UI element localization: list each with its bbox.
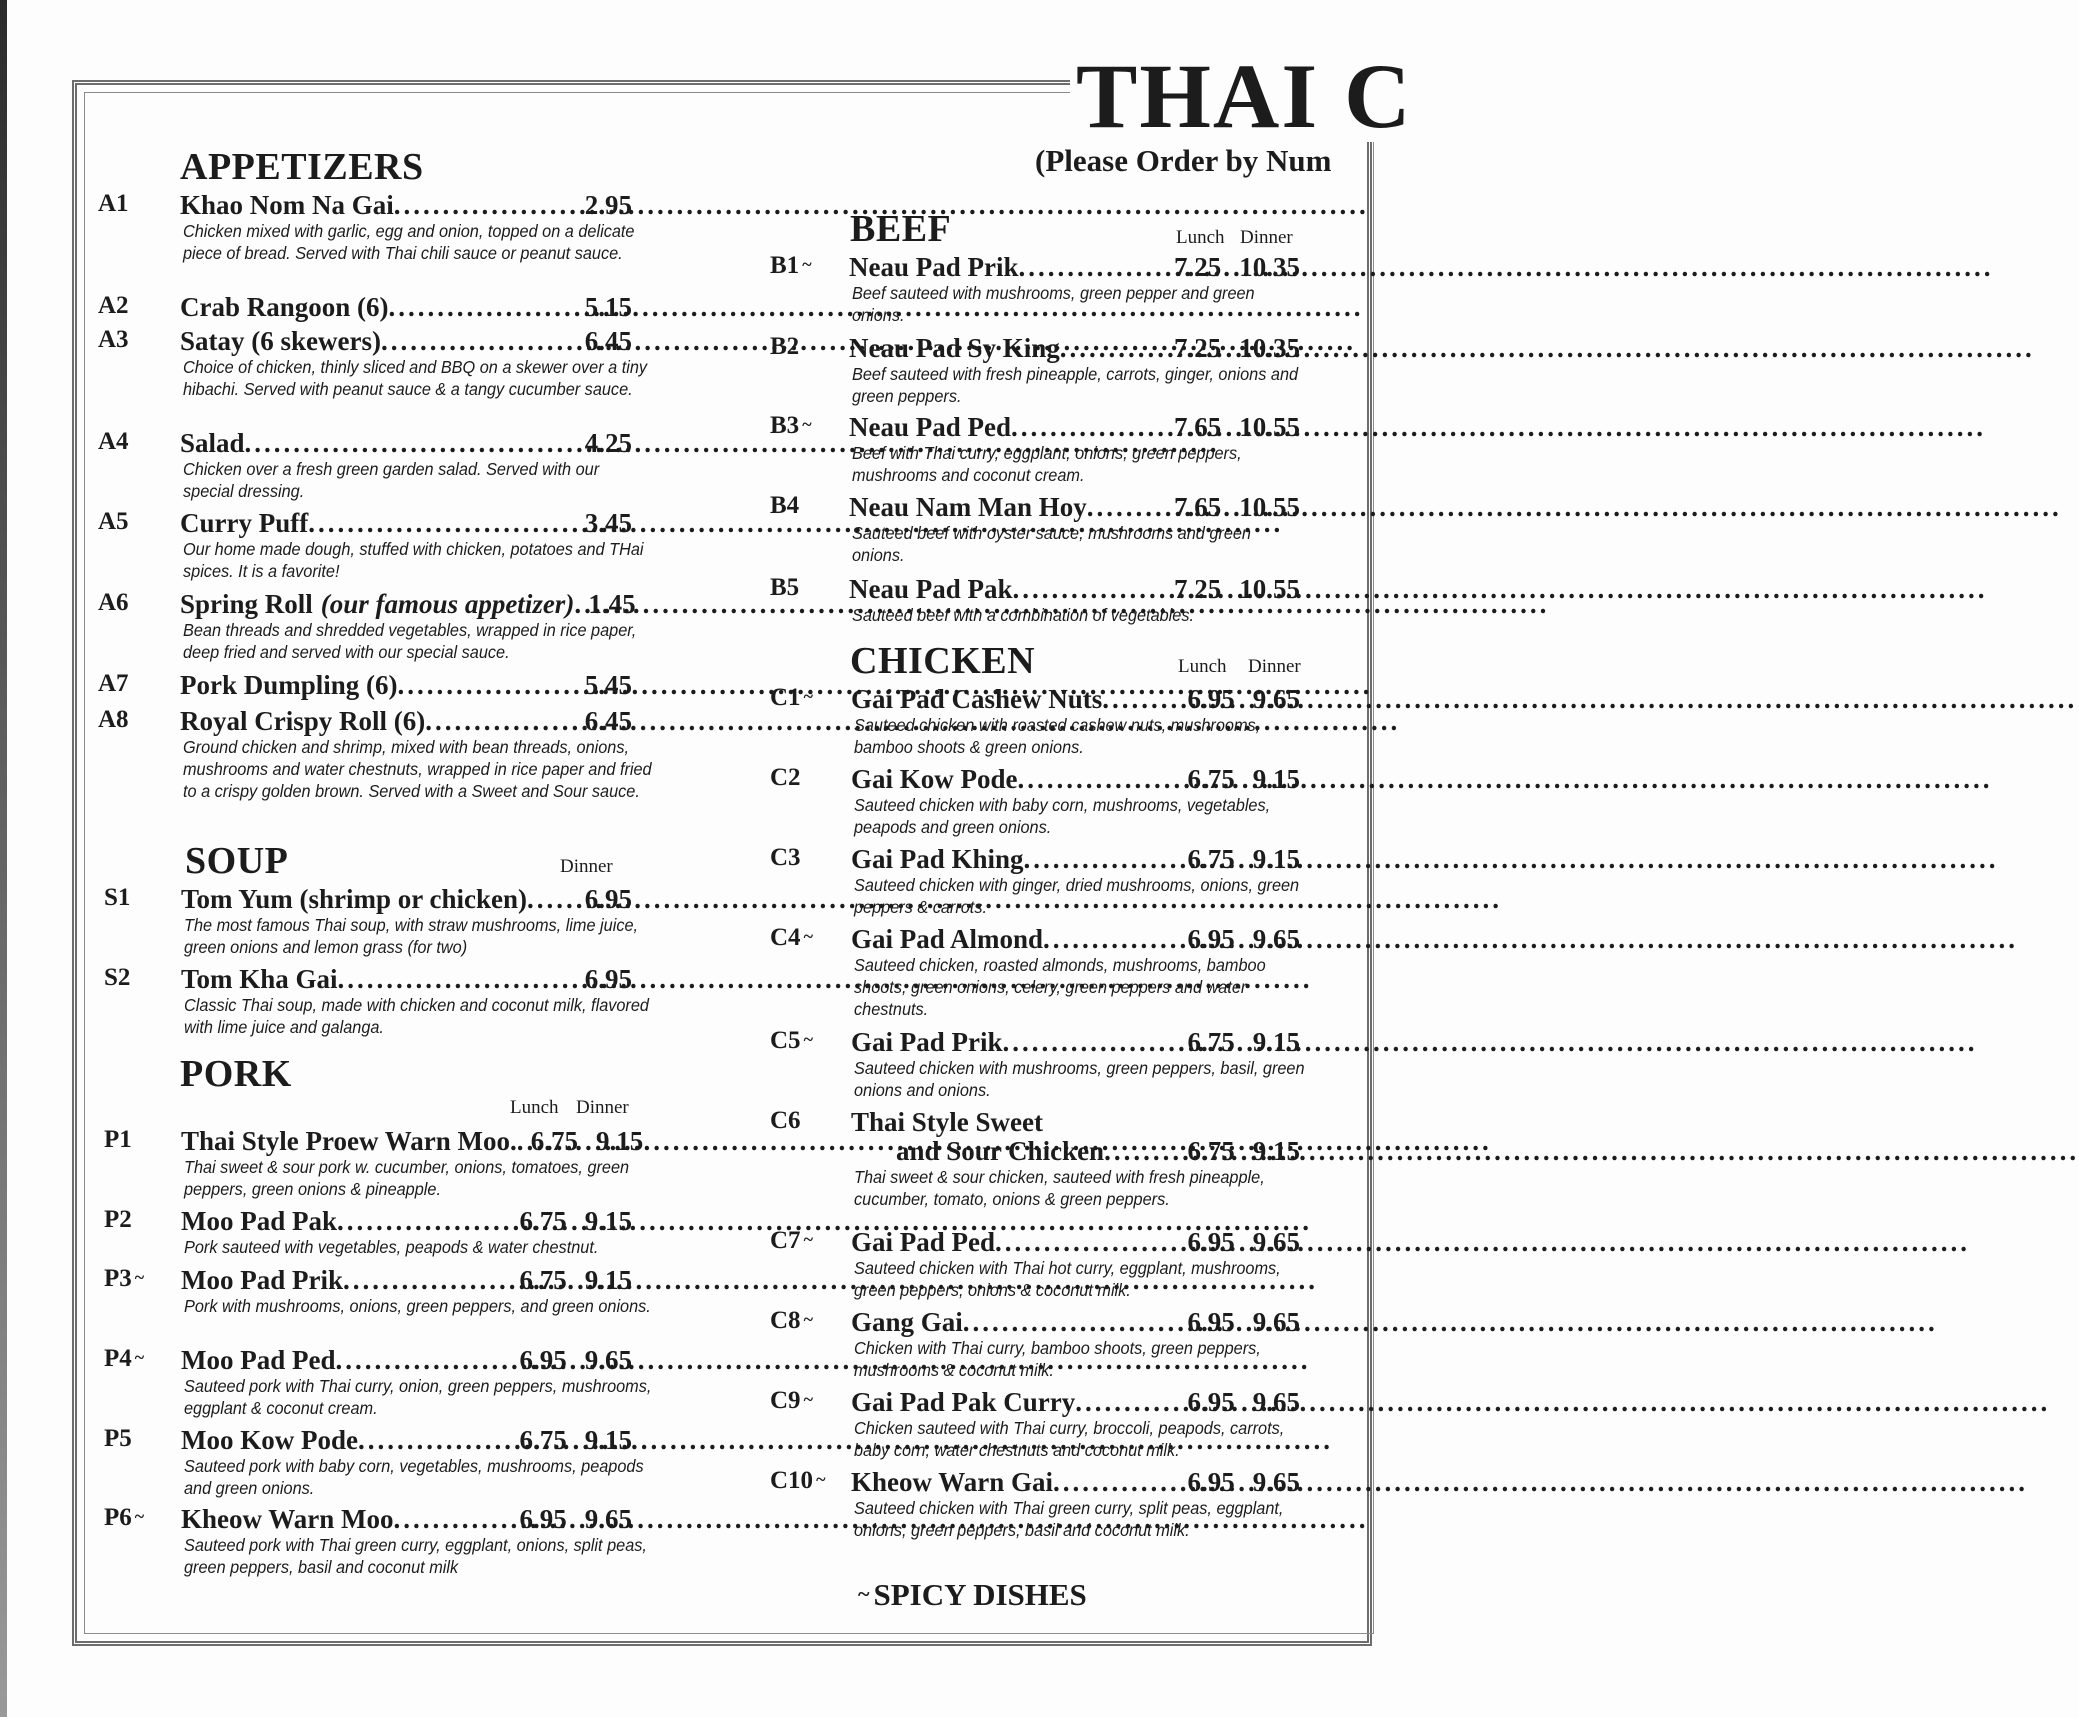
item-line [849,333,1300,364]
section-title-chicken: CHICKEN [850,640,1036,682]
item-number [770,412,812,441]
item-line [181,1345,632,1376]
item-price: 5.45 [584,670,632,700]
item-description: Thai sweet & sour pork w. cucumber, onions, tomatoes, green peppers, green onions & pineapple. [184,1157,630,1199]
leader-dots [336,1345,518,1376]
leader-dots [1075,1387,1185,1418]
item-description: Bean threads and shredded vegetables, wrapped in rice paper, deep fried and served with our special sauce. [183,620,637,662]
dinner-price: 9.65 [584,1345,632,1375]
item-line [180,428,632,459]
item-line [180,706,632,737]
dinner-price: 9.15 [1252,844,1300,874]
item-number-text: A4 [98,428,129,455]
item-name: Gai Kow Pode [851,764,1018,794]
spicy-squiggle-icon: ~ [803,1389,813,1409]
item-number-text: P4 [104,1345,132,1372]
item-number-text: C3 [770,844,801,871]
item-number-text: C9 [770,1387,801,1414]
item-name: Thai Style Sweet [851,1107,1043,1137]
lunch-price: 6.95 [1187,1467,1235,1497]
leader-dots [1018,764,1186,795]
item-description: Sauteed beef with oyster sauce, mushrooms and green onions. [852,523,1251,565]
item-number-text: S2 [104,964,131,991]
item-name: Gai Pad Pak Curry [851,1387,1076,1417]
item-number-text: A1 [98,190,129,217]
item-name: Neau Pad Ped [849,412,1011,442]
leader-dots [1053,1467,1185,1498]
item-name: Neau Nam Man Hoy [849,492,1087,522]
order-note: (Please Order by Num [1035,143,1332,178]
lunch-price: 7.65 [1174,412,1222,442]
item-price: 4.25 [584,428,632,458]
dinner-price: 9.15 [584,1425,632,1455]
leader-dots [394,1504,518,1535]
leader-dots [1087,492,1172,523]
spicy-squiggle-icon: ~ [802,414,812,434]
lunch-price: 6.75 [530,1126,578,1156]
lunch-price: 6.75 [519,1206,567,1236]
item-price: 3.45 [584,508,632,538]
item-number [770,1107,801,1136]
item-description: Sauteed chicken with mushrooms, green peppers, basil, green onions and onions. [854,1058,1305,1100]
spicy-squiggle-icon: ~ [134,1506,145,1526]
item-description: Our home made dough, stuffed with chicken, potatoes and THai spices. It is a favorite! [183,539,644,581]
item-number-text: B2 [770,333,800,360]
item-number-text: C1 [770,684,801,711]
item-line [180,670,632,701]
item-number [770,844,801,873]
item-number-text: P3 [104,1265,132,1292]
item-line [181,884,632,915]
spicy-squiggle-icon: ~ [816,1469,826,1489]
item-line [851,1227,1300,1258]
item-number-text: C7 [770,1227,801,1254]
item-price: 6.95 [584,964,632,994]
item-name: Crab Rangoon (6) [180,292,389,322]
item-number-text: B4 [770,492,800,519]
item-price: 6.95 [584,884,632,914]
item-number [770,574,799,603]
item-number [98,326,129,355]
item-name: Thai Style Proew Warn Moo. [181,1126,517,1156]
leader-dots [1024,844,1186,875]
item-line [851,844,1300,875]
leader-dots [394,190,583,221]
item-number [104,1206,132,1235]
lunch-price: 6.75 [519,1425,567,1455]
leader-dots [574,589,586,620]
item-name: Gang Gai [851,1307,963,1337]
leader-dots [517,1126,529,1157]
item-name: Moo Kow Pode [181,1425,358,1455]
item-number [104,1265,144,1294]
restaurant-title: THAI C [1070,50,1419,142]
item-name: Gai Pad Khing [851,844,1024,874]
item-name: Satay (6 skewers) [180,326,381,356]
column-label-dinner: Dinner [576,1097,629,1118]
item-description: Chicken mixed with garlic, egg and onion, topped on a delicate piece of bread. Served with Thai chili sauce or peanut sauce. [183,221,635,263]
item-name: Pork Dumpling (6) [180,670,398,700]
item-name: Tom Kha Gai [181,964,338,994]
item-number [104,964,130,993]
item-number-text: S1 [104,884,131,911]
item-line [896,1136,1300,1167]
item-description: Sauteed beef with a combination of vegetables. [852,605,1195,625]
item-name: Kheow Warn Gai [851,1467,1054,1497]
item-line [851,764,1300,795]
dinner-price: 10.35 [1239,252,1300,282]
dinner-price: 9.15 [596,1126,644,1156]
item-number [770,764,801,793]
item-description: Sauteed chicken with ginger, dried mushrooms, onions, green peppers & carrots. [854,875,1300,917]
item-number-text: B1 [770,252,800,279]
leader-dots [1043,924,1185,955]
item-line [851,1467,1300,1498]
leader-dots [358,1425,518,1456]
leader-dots [963,1307,1186,1338]
item-line [851,684,1300,715]
lunch-price: 7.25 [1174,333,1222,363]
item-line [180,292,632,323]
item-line [851,1387,1300,1418]
item-line [849,492,1300,523]
item-name: Gai Pad Almond [851,924,1044,954]
lunch-price: 6.95 [1187,924,1235,954]
lunch-price: 6.95 [1187,1307,1235,1337]
item-line [849,412,1300,443]
item-description: Pork with mushrooms, onions, green peppers, and green onions. [184,1296,651,1316]
item-number-text: A6 [98,589,129,616]
item-number [104,884,130,913]
item-number-text: P6 [104,1504,132,1531]
item-line [181,964,632,995]
item-line [181,1126,644,1157]
item-number-text: A3 [98,326,129,353]
lunch-price: 6.95 [1187,1227,1235,1257]
item-price: 5.15 [584,292,632,322]
lunch-price: 6.75 [1187,764,1235,794]
item-number-text: A7 [98,670,129,697]
item-number [770,684,813,713]
spicy-squiggle-icon: ~ [802,254,812,274]
item-name: Gai Pad Cashew Nuts [851,684,1103,714]
item-number [104,1425,132,1454]
item-description: Sauteed chicken with baby corn, mushrooms, vegetables, peapods and green onions. [854,795,1271,837]
item-number-text: P5 [104,1425,132,1452]
item-number [98,706,129,735]
spicy-squiggle-icon: ~ [803,686,813,706]
leader-dots [1019,252,1172,283]
item-number-text: A2 [98,292,129,319]
column-label-dinner: Dinner [560,856,613,877]
item-name: Neau Pad Prik [849,252,1019,282]
item-description: Sauteed pork with baby corn, vegetables, mushrooms, peapods and green onions. [184,1456,644,1498]
item-description: Sauteed chicken with Thai hot curry, eggplant, mushrooms, green peppers, onions & coconut milk. [854,1258,1281,1300]
leader-dots [1011,412,1172,443]
leader-dots [425,706,583,737]
item-number [770,1227,813,1256]
lunch-price: 6.95 [1187,1387,1235,1417]
spicy-squiggle-icon: ~ [803,1309,813,1329]
item-line [851,924,1300,955]
dinner-price: 9.15 [1252,764,1300,794]
leader-dots [995,1227,1185,1258]
item-line [181,1425,632,1456]
item-description: The most famous Thai soup, with straw mushrooms, lime juice, green onions and lemon grass (for two) [184,915,639,957]
item-description: Choice of chicken, thinly sliced and BBQ on a skewer over a tiny hibachi. Served with peanut sauce & a tangy cucumber sauce. [183,357,648,399]
item-name-note: (our famous appetizer) [320,589,575,619]
item-number [104,1126,132,1155]
item-name: Moo Pad Prik [181,1265,343,1295]
leader-dots [1003,1027,1186,1058]
item-number [104,1504,144,1533]
item-description: Sauteed chicken with roasted cashew nuts, mushrooms, bamboo shoots & green onions. [854,715,1261,757]
spicy-squiggle-icon: ~ [803,1029,813,1049]
item-name: Spring Roll [180,589,313,619]
leader-dots [343,1265,518,1296]
item-number-text: A5 [98,508,129,535]
item-description: Thai sweet & sour chicken, sauteed with fresh pineapple, cucumber, tomato, onions & green peppers. [854,1167,1265,1209]
column-label-dinner: Dinner [1248,656,1301,677]
spicy-legend [858,1577,1087,1613]
item-line [180,589,636,620]
item-name: Moo Pad Ped [181,1345,336,1375]
item-description: Chicken over a fresh green garden salad. Served with our special dressing. [183,459,600,501]
spicy-squiggle-icon: ~ [134,1347,145,1367]
item-line [181,1265,632,1296]
leader-dots [389,292,583,323]
dinner-price: 9.15 [584,1265,632,1295]
item-line [849,252,1300,283]
leader-dots [337,1206,517,1237]
item-number [770,1467,825,1496]
item-number-text: C10 [770,1467,814,1494]
item-description: Chicken sauteed with Thai curry, broccoli, peapods, carrots, baby corn, water chestnuts and coconut milk. [854,1418,1285,1460]
lunch-price: 6.95 [519,1504,567,1534]
item-line [851,1027,1300,1058]
leader-dots [527,884,583,915]
page-edge-shadow [0,0,7,1717]
lunch-price: 6.95 [519,1345,567,1375]
section-title-appetizers: APPETIZERS [180,146,424,188]
item-number [104,1345,144,1374]
item-number-text: P1 [104,1126,132,1153]
leader-dots [338,964,583,995]
column-label-lunch: Lunch [1176,227,1225,248]
leader-dots [381,326,583,357]
item-description: Beef sauteed with mushrooms, green pepper and green onions. [852,283,1255,325]
item-number [98,292,129,321]
item-number-text: C8 [770,1307,801,1334]
dinner-price: 9.65 [1252,1387,1300,1417]
column-label-lunch: Lunch [510,1097,559,1118]
dinner-price: 10.55 [1239,412,1300,442]
section-title-beef: BEEF [850,208,952,250]
item-price: 1.45 [588,589,636,619]
lunch-price: 6.75 [1187,1027,1235,1057]
item-number [98,670,129,699]
item-number-text: C6 [770,1107,801,1134]
item-name: Kheow Warn Moo [181,1504,394,1534]
item-name: Royal Crispy Roll (6) [180,706,426,736]
item-name-line2: and Sour Chicken [896,1136,1105,1166]
dinner-price: 9.15 [1252,1136,1300,1166]
item-description: Beef with Thai curry, eggplant, onions, green peppers, mushrooms and coconut cream. [852,443,1242,485]
item-name: Neau Pad Sy King [849,333,1060,363]
spicy-squiggle-icon: ~ [803,926,813,946]
item-description: Ground chicken and shrimp, mixed with bean threads, onions, mushrooms and water chestnuts, wrapped in rice paper and fried to a crispy golden brown. Served with a Sweet and Sour sauce. [183,737,652,801]
item-number-text: C4 [770,924,801,951]
leader-dots [1013,574,1172,605]
item-number [770,1307,813,1336]
leader-dots [308,508,583,539]
item-price: 2.95 [584,190,632,220]
item-number [98,589,129,618]
item-line [180,326,632,357]
lunch-price: 7.65 [1174,492,1222,522]
item-description: Pork sauteed with vegetables, peapods & water chestnut. [184,1237,599,1257]
section-title-soup: SOUP [185,840,289,882]
item-number-text: A8 [98,706,129,733]
spicy-legend-label: SPICY DISHES [873,1577,1087,1612]
dinner-price: 10.35 [1239,333,1300,363]
item-description: Classic Thai soup, made with chicken and coconut milk, flavored with lime juice and galanga. [184,995,649,1037]
item-number-text: P2 [104,1206,132,1233]
dinner-price: 9.65 [1252,1467,1300,1497]
item-number [98,428,129,457]
item-number [770,333,799,362]
lunch-price: 7.25 [1174,574,1222,604]
spicy-squiggle-icon: ~ [134,1267,145,1287]
item-number [770,252,812,281]
item-number [770,1027,813,1056]
dinner-price: 9.65 [1252,684,1300,714]
item-number [770,1387,813,1416]
lunch-price: 6.75 [519,1265,567,1295]
dinner-price: 9.65 [1252,1307,1300,1337]
column-label-lunch: Lunch [1178,656,1227,677]
item-number-text: C2 [770,764,801,791]
leader-dots [1102,684,1185,715]
dinner-price: 10.55 [1239,574,1300,604]
item-line [180,190,632,221]
column-label-dinner: Dinner [1240,227,1293,248]
item-description: Sauteed chicken, roasted almonds, mushrooms, bamboo shoots, green onions, celery, green peppers and water chestnuts. [854,955,1266,1019]
item-price: 6.45 [584,326,632,356]
item-price: 6.45 [584,706,632,736]
item-number [770,492,799,521]
item-line [181,1504,632,1535]
item-number [770,924,813,953]
dinner-price: 9.65 [1252,1227,1300,1257]
item-number [98,190,129,219]
leader-dots [1104,1136,1185,1167]
item-line [851,1307,1300,1338]
item-name: Khao Nom Na Gai [180,190,394,220]
leader-dots [398,670,583,701]
dinner-price: 9.15 [1252,1027,1300,1057]
lunch-price: 6.75 [1187,844,1235,874]
item-name: Gai Pad Prik [851,1027,1003,1057]
item-number-text: B5 [770,574,800,601]
spicy-squiggle-icon: ~ [803,1229,813,1249]
dinner-price: 10.55 [1239,492,1300,522]
lunch-price: 7.25 [1174,252,1222,282]
item-number-text: C5 [770,1027,801,1054]
item-name: Gai Pad Ped [851,1227,996,1257]
spicy-squiggle-icon: ~ [858,1581,870,1606]
item-line [849,574,1300,605]
item-description: Sauteed pork with Thai curry, onion, green peppers, mushrooms, eggplant & coconut cream. [184,1376,652,1418]
item-name: Neau Pad Pak [849,574,1013,604]
item-number-text: B3 [770,412,800,439]
item-description: Chicken with Thai curry, bamboo shoots, green peppers, mushrooms & coconut milk. [854,1338,1261,1380]
item-description: Sauteed chicken with Thai green curry, split peas, eggplant, onions, green peppers, basil and coconut milk. [854,1498,1284,1540]
section-title-pork: PORK [180,1053,292,1095]
dinner-price: 9.15 [584,1206,632,1236]
item-name: Tom Yum (shrimp or chicken) [181,884,528,914]
item-description: Beef sauteed with fresh pineapple, carrots, ginger, onions and green peppers. [852,364,1299,406]
leader-dots [1060,333,1172,364]
dinner-price: 9.65 [584,1504,632,1534]
item-name: Moo Pad Pak [181,1206,338,1236]
item-name: Curry Puff [180,508,309,538]
dinner-price: 9.65 [1252,924,1300,954]
item-line [181,1206,632,1237]
lunch-price: 6.75 [1187,1136,1235,1166]
item-number [98,508,129,537]
item-line [180,508,632,539]
leader-dots [245,428,583,459]
item-name: Salad [180,428,245,458]
item-description: Sauteed pork with Thai green curry, eggplant, onions, split peas, green peppers, basil and coconut milk [184,1535,647,1577]
lunch-price: 6.95 [1187,684,1235,714]
